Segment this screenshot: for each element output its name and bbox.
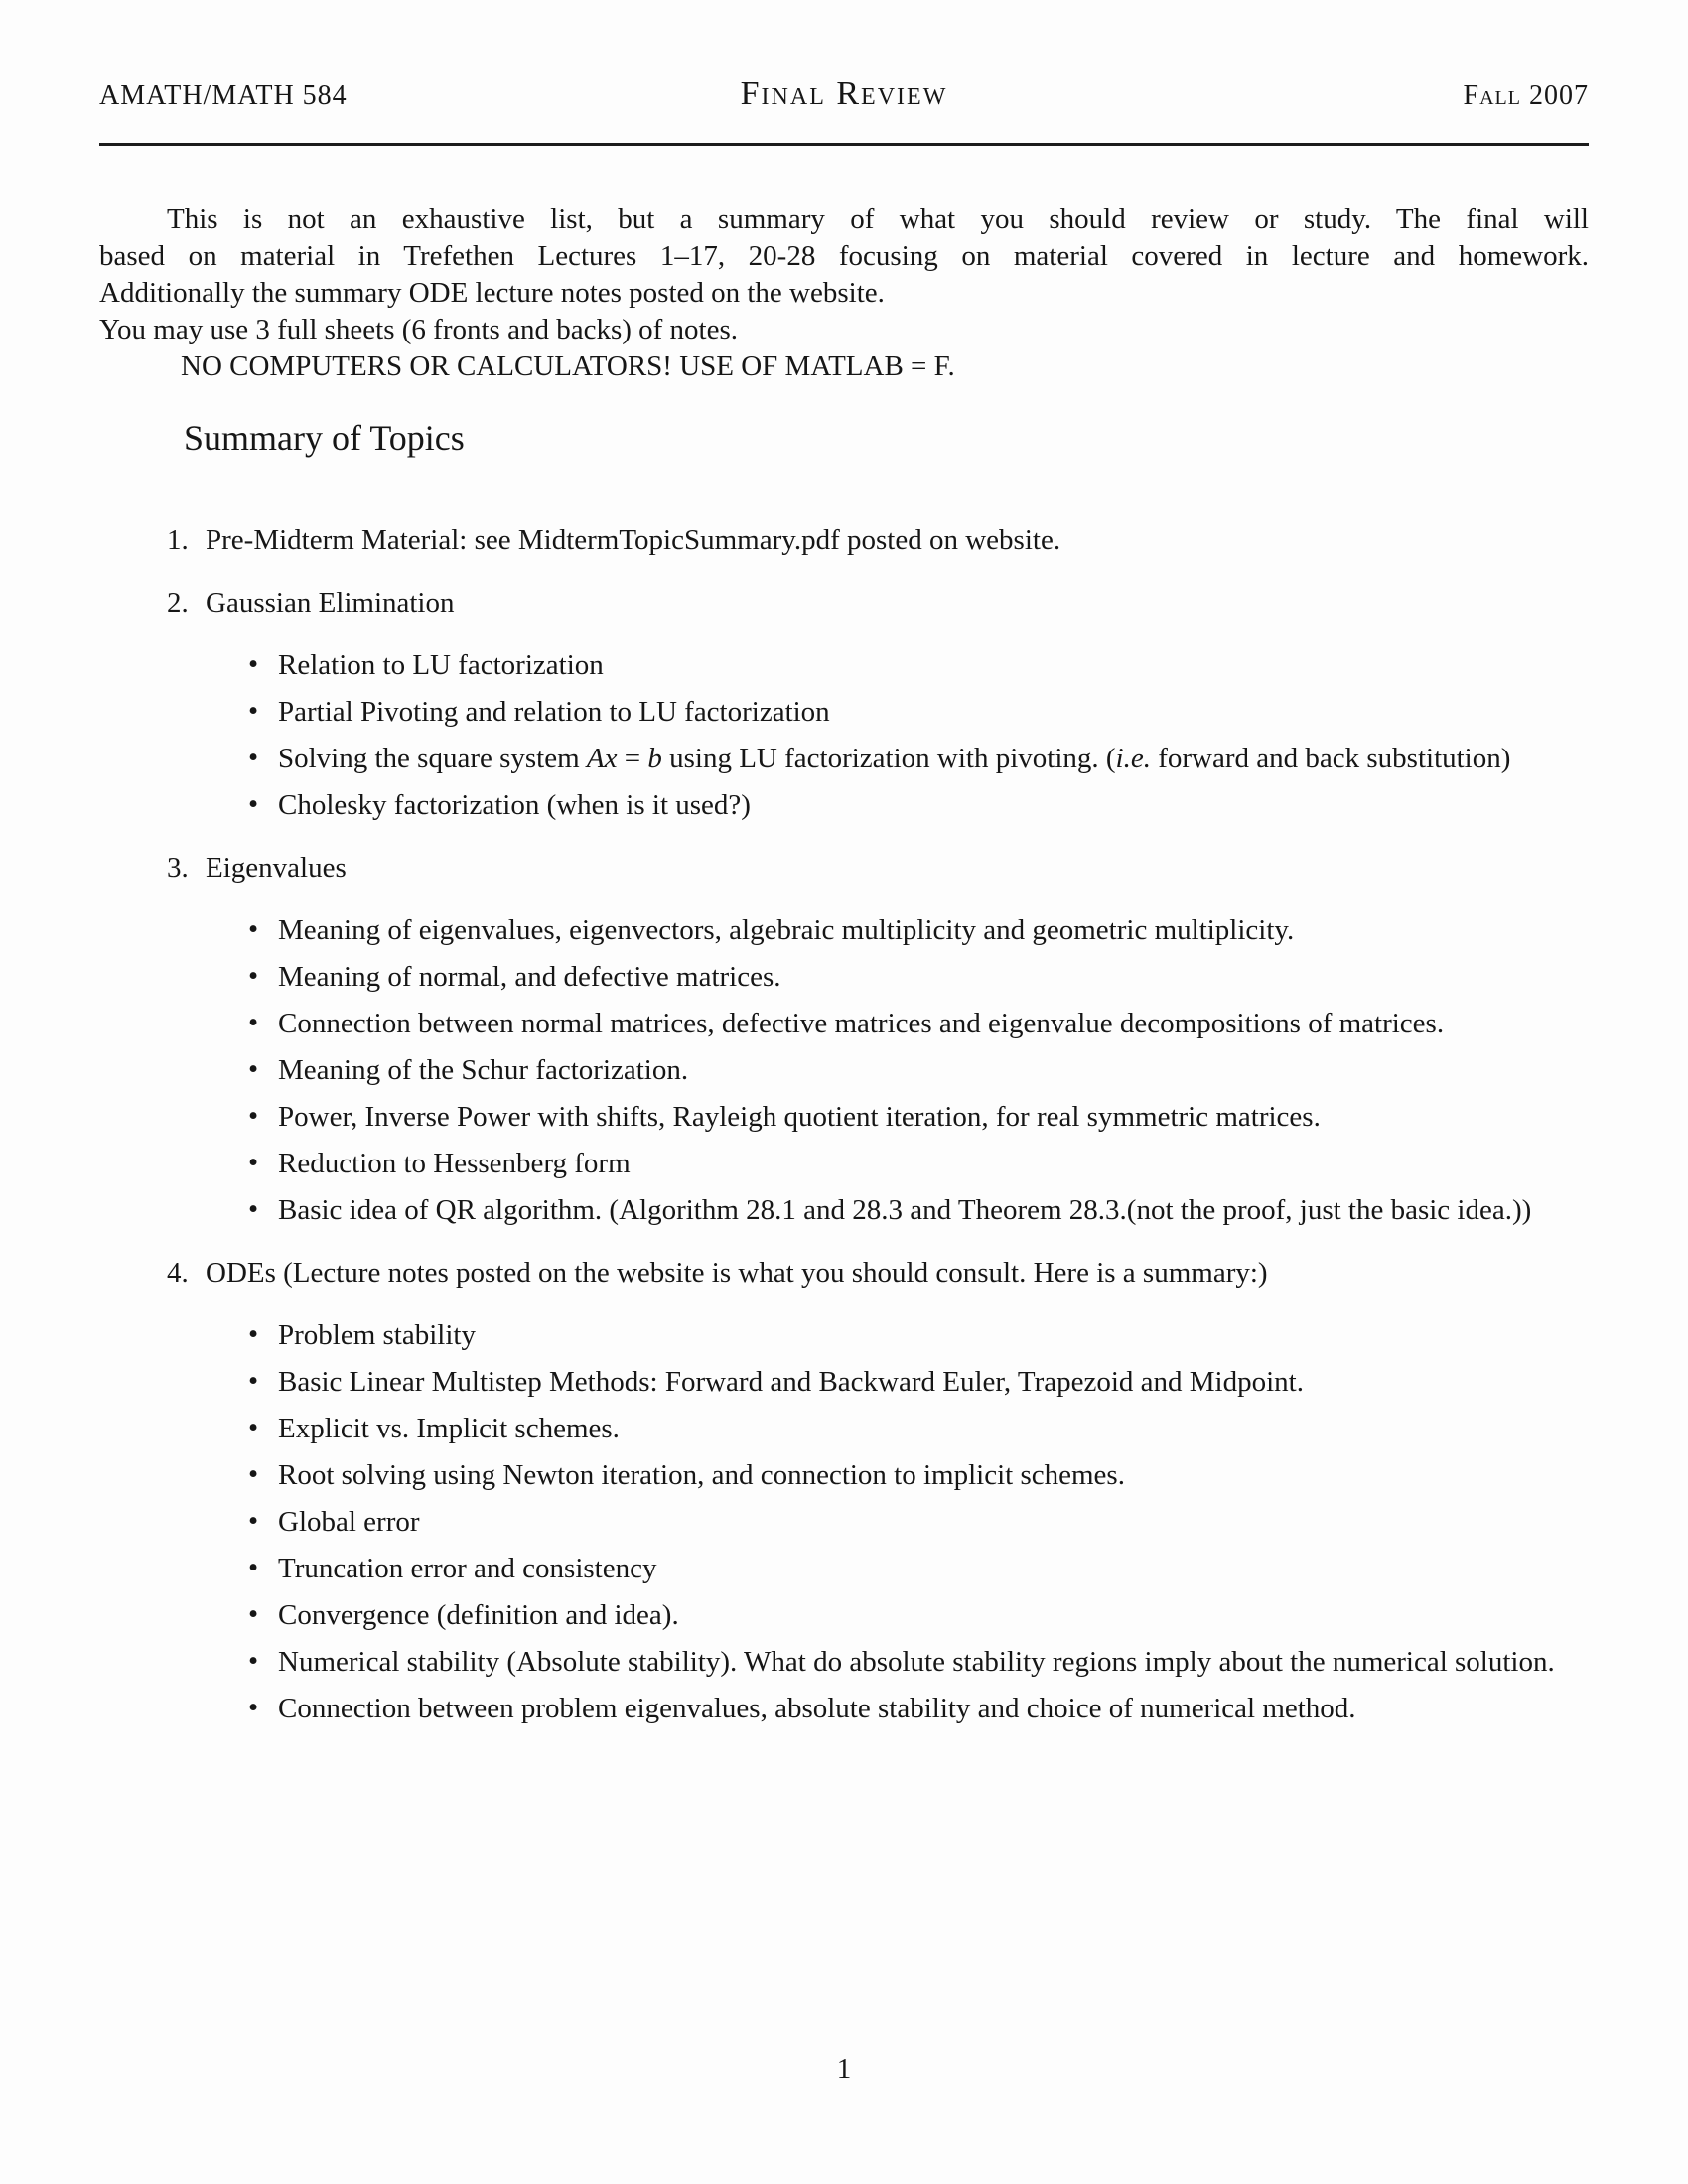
bullet-icon: • [248, 788, 259, 820]
bullet-item [206, 1504, 1589, 1541]
bullet-icon: • [248, 1412, 259, 1443]
text-run: Truncation error and consistency [278, 1553, 657, 1584]
topic-label: Eigenvalues [206, 852, 347, 884]
bullet-text [278, 1148, 631, 1179]
topic-number: 1. [167, 524, 189, 556]
text-run: Partial Pivoting and relation to LU factorization [278, 696, 830, 728]
bullet-text [278, 1366, 1304, 1398]
topic-number: 4. [167, 1257, 189, 1289]
topic-label: Pre-Midterm Material: see MidtermTopicSummary.pdf posted on website. [206, 524, 1061, 556]
text-run: Basic idea of QR algorithm. (Algorithm 28.1 and 28.3 and Theorem 28.3.(not the proof, just the basic idea.)) [278, 1194, 1532, 1226]
bullet-item [206, 1192, 1589, 1229]
bullet-icon: • [248, 1645, 259, 1677]
bullet-item [206, 694, 1589, 731]
bullet-item [206, 1006, 1589, 1042]
italic-text-run: b [647, 743, 662, 774]
document-title: Final Review [740, 75, 948, 112]
bullet-text [278, 743, 1510, 774]
bullet-item [206, 787, 1589, 824]
bullet-item [206, 1551, 1589, 1587]
text-run: Root solving using Newton iteration, and connection to implicit schemes. [278, 1459, 1125, 1491]
text-run: Meaning of the Schur factorization. [278, 1054, 689, 1086]
topic-number: 3. [167, 852, 189, 884]
bullet-text [278, 1646, 1555, 1678]
bullet-list [206, 647, 1589, 824]
bullet-text [278, 1553, 656, 1584]
topics-list [99, 522, 1589, 1727]
bullet-text [278, 1459, 1125, 1491]
italic-text-run: i.e. [1115, 743, 1151, 774]
bullet-item [206, 1691, 1589, 1727]
bullet-text [278, 1693, 1356, 1724]
no-computers-warning: NO COMPUTERS OR CALCULATORS! USE OF MATLAB = F. [181, 350, 955, 382]
bullet-text [278, 1506, 420, 1538]
bullet-icon: • [248, 1505, 259, 1537]
bullet-text [278, 1319, 476, 1351]
bullet-item [206, 1146, 1589, 1182]
text-run: Cholesky factorization (when is it used?) [278, 789, 751, 821]
text-run: Connection between normal matrices, defective matrices and eigenvalue decompositions of matrices. [278, 1008, 1445, 1039]
bullet-icon: • [248, 1318, 259, 1350]
bullet-text [278, 1008, 1444, 1039]
bullet-icon: • [248, 1598, 259, 1630]
topic-label: ODEs (Lecture notes posted on the website is what you should consult. Here is a summary:) [206, 1257, 1268, 1289]
topic-label: Gaussian Elimination [206, 587, 455, 618]
bullet-icon: • [248, 1552, 259, 1583]
course-code: AMATH/MATH 584 [99, 80, 348, 111]
text-run: Solving the square system [278, 743, 587, 774]
intro-line: based on material in Trefethen Lectures 1–17, 20-28 focusing on material covered in lecture and homework. [99, 240, 1589, 272]
bullet-icon: • [248, 1053, 259, 1085]
bullet-icon: • [248, 695, 259, 727]
bullet-text [278, 696, 830, 728]
text-run: Power, Inverse Power with shifts, Rayleigh quotient iteration, for real symmetric matrices. [278, 1101, 1321, 1133]
section-title: Summary of Topics [184, 418, 465, 458]
bullet-text [278, 1054, 688, 1086]
bullet-text [278, 1599, 679, 1631]
text-run: Basic Linear Multistep Methods: Forward and Backward Euler, Trapezoid and Midpoint. [278, 1366, 1304, 1398]
bullet-item [206, 741, 1589, 777]
intro-line: This is not an exhaustive list, but a summary of what you should review or study. The final will [167, 204, 1589, 235]
page-number: 1 [836, 2053, 852, 2085]
bullet-list [206, 1317, 1589, 1727]
bullet-text [278, 1413, 620, 1444]
text-run: Explicit vs. Implicit schemes. [278, 1413, 620, 1444]
bullet-icon: • [248, 1692, 259, 1723]
topic-item [99, 1255, 1589, 1727]
bullet-text [278, 914, 1294, 946]
text-run: using LU factorization with pivoting. ( [661, 743, 1116, 774]
text-run: = [617, 743, 648, 774]
bullet-item [206, 1597, 1589, 1634]
bullet-item [206, 959, 1589, 996]
bullet-text [278, 961, 781, 993]
intro-paragraph [99, 202, 1589, 385]
text-run: Numerical stability (Absolute stability). What do absolute stability regions imply about the numerical solution. [278, 1646, 1555, 1678]
bullet-text [278, 789, 751, 821]
bullet-icon: • [248, 1007, 259, 1038]
bullet-icon: • [248, 1458, 259, 1490]
text-run: Connection between problem eigenvalues, absolute stability and choice of numerical method. [278, 1693, 1356, 1724]
bullet-icon: • [248, 1147, 259, 1178]
bullet-list [206, 912, 1589, 1229]
bullet-text [278, 1101, 1321, 1133]
bullet-item [206, 1364, 1589, 1401]
topic-number: 2. [167, 587, 189, 618]
text-run: Reduction to Hessenberg form [278, 1148, 631, 1179]
topic-item [99, 585, 1589, 824]
bullet-item [206, 1099, 1589, 1136]
bullet-item [206, 647, 1589, 684]
page-header [99, 0, 1589, 146]
bullet-icon: • [248, 1193, 259, 1225]
bullet-icon: • [248, 913, 259, 945]
bullet-item [206, 912, 1589, 949]
bullet-item [206, 1317, 1589, 1354]
text-run: Global error [278, 1506, 420, 1538]
text-run: Problem stability [278, 1319, 476, 1351]
bullet-icon: • [248, 648, 259, 680]
bullet-icon: • [248, 1365, 259, 1397]
text-run: Meaning of eigenvalues, eigenvectors, algebraic multiplicity and geometric multiplicity. [278, 914, 1295, 946]
text-run: Convergence (definition and idea). [278, 1599, 679, 1631]
bullet-item [206, 1052, 1589, 1089]
bullet-item [206, 1411, 1589, 1447]
bullet-item [206, 1644, 1589, 1681]
bullet-icon: • [248, 960, 259, 992]
italic-text-run: Ax [586, 743, 618, 774]
term-label: Fall 2007 [1463, 80, 1589, 111]
bullet-text [278, 1194, 1531, 1226]
intro-line: Additionally the summary ODE lecture notes posted on the website. [99, 277, 885, 309]
bullet-item [206, 1457, 1589, 1494]
text-run: forward and back substitution) [1150, 743, 1511, 774]
bullet-icon: • [248, 1100, 259, 1132]
text-run: Meaning of normal, and defective matrices. [278, 961, 781, 993]
bullet-text [278, 649, 604, 681]
notes-allowed-line: You may use 3 full sheets (6 fronts and backs) of notes. [99, 314, 739, 345]
topic-item [99, 522, 1589, 559]
text-run: Relation to LU factorization [278, 649, 604, 681]
topic-item [99, 850, 1589, 1229]
bullet-icon: • [248, 742, 259, 773]
